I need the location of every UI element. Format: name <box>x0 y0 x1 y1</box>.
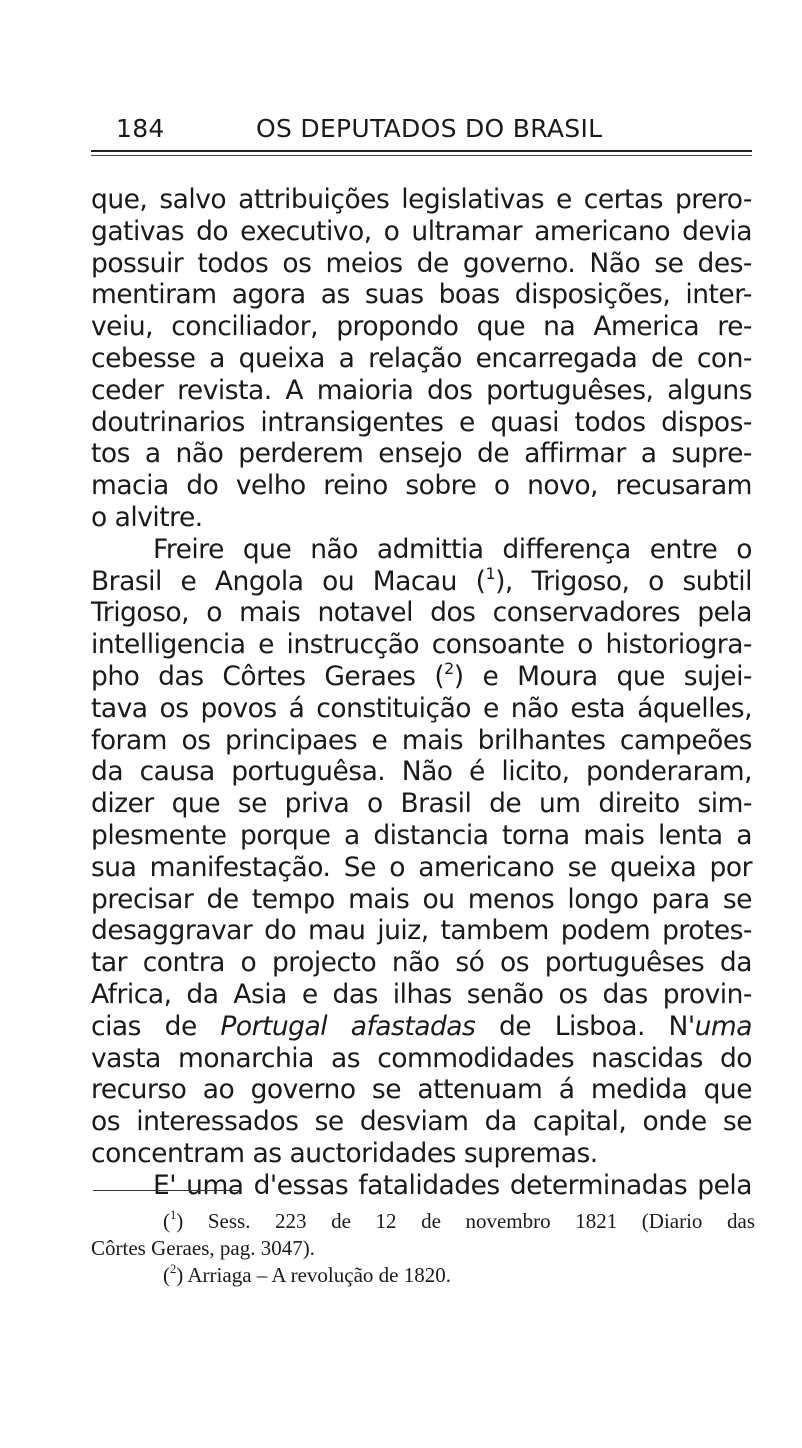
text-line: tos a não perderem ensejo de affirmar a supre- <box>91 438 752 470</box>
text-line: doutrinarios intransigentes e quasi todos dispos- <box>91 406 752 438</box>
footnote-marker: 2 <box>170 1262 177 1277</box>
text-line: Africa, da Asia e das ilhas senão os das provin- <box>91 978 752 1010</box>
footnote-reference: 2 <box>444 658 454 678</box>
text-line: possuir todos os meios de governo. Não se des- <box>91 247 752 279</box>
text-line: macia do velho reino sobre o novo, recusaram <box>91 470 752 502</box>
footnotes <box>91 1208 755 1289</box>
header-rule <box>91 150 752 152</box>
text-line: recurso ao governo se attenuam á medida que <box>91 1074 752 1106</box>
body-text <box>91 184 752 1202</box>
running-title: OS DEPUTADOS DO BRASIL <box>256 114 603 143</box>
text-line: plesmente porque a distancia torna mais lenta a <box>91 819 752 851</box>
text-line: que, salvo attribuições legislativas e certas prero- <box>91 184 752 215</box>
text-line: vasta monarchia as commodidades nascidas do <box>91 1042 752 1074</box>
text-line: Freire que não admittia differença entre o <box>153 533 752 565</box>
text-line: pho das Côrtes Geraes ($^2$) e Moura que sujei- <box>91 658 752 692</box>
text-line: Brasil e Angola ou Macau ($^1$), Trigoso, o subtil <box>91 563 753 597</box>
footnote-1-continued: Côrtes Geraes, pag. 3047). <box>91 1236 315 1260</box>
footnote-2: ($^2$) Arriaga – A revolução de 1820. <box>163 1262 451 1287</box>
running-head <box>116 114 636 148</box>
text-line: tava os povos á constituição e não esta áquelles, <box>91 692 752 724</box>
text-line: foram os principaes e mais brilhantes campeões <box>91 724 752 756</box>
text-line: concentram as auctoridades supremas. <box>91 1137 598 1169</box>
text-line: cebesse a queixa a relação encarregada de con- <box>91 342 752 374</box>
text-line: cias de Portugal afastadas de Lisboa. N'uma <box>91 1010 752 1042</box>
footnote-reference: 1 <box>485 563 496 583</box>
text-line: dizer que se priva o Brasil de um direito sim- <box>91 788 752 820</box>
footnote-1: ($^1$) Sess. 223 de 12 de novembro 1821 (Diario das <box>163 1208 755 1233</box>
header-rule-thin <box>91 155 752 156</box>
text-line: da causa portuguêsa. Não é licito, ponderaram, <box>91 756 752 788</box>
text-line: desaggravar do mau juiz, tambem podem protes- <box>91 915 752 947</box>
footnote-rule <box>93 1190 241 1191</box>
text-line: intelligencia e instrucção consoante o historiogra- <box>91 629 752 661</box>
text-line: precisar de tempo mais ou menos longo para se <box>91 883 752 915</box>
text-line: sua manifestação. Se o americano se queixa por <box>91 851 752 883</box>
text-line: ceder revista. A maioria dos portuguêses, alguns <box>91 374 752 406</box>
text-line: o alvitre. <box>91 501 203 533</box>
text-line: veiu, conciliador, propondo que na America re- <box>91 311 752 343</box>
text-line: os interessados se desviam da capital, onde se <box>91 1106 752 1138</box>
text-line: tar contra o projecto não só os portuguêses da <box>91 947 752 979</box>
text-line: gativas do executivo, o ultramar americano devia <box>91 215 752 247</box>
text-line: Trigoso, o mais notavel dos conservadores pela <box>91 597 752 629</box>
text-line: E' uma d'essas fatalidades determinadas pela <box>153 1169 752 1201</box>
footnote-marker: 1 <box>170 1208 177 1223</box>
text-line: mentiram agora as suas boas disposições, inter- <box>91 279 752 311</box>
page-number: 184 <box>116 114 165 143</box>
